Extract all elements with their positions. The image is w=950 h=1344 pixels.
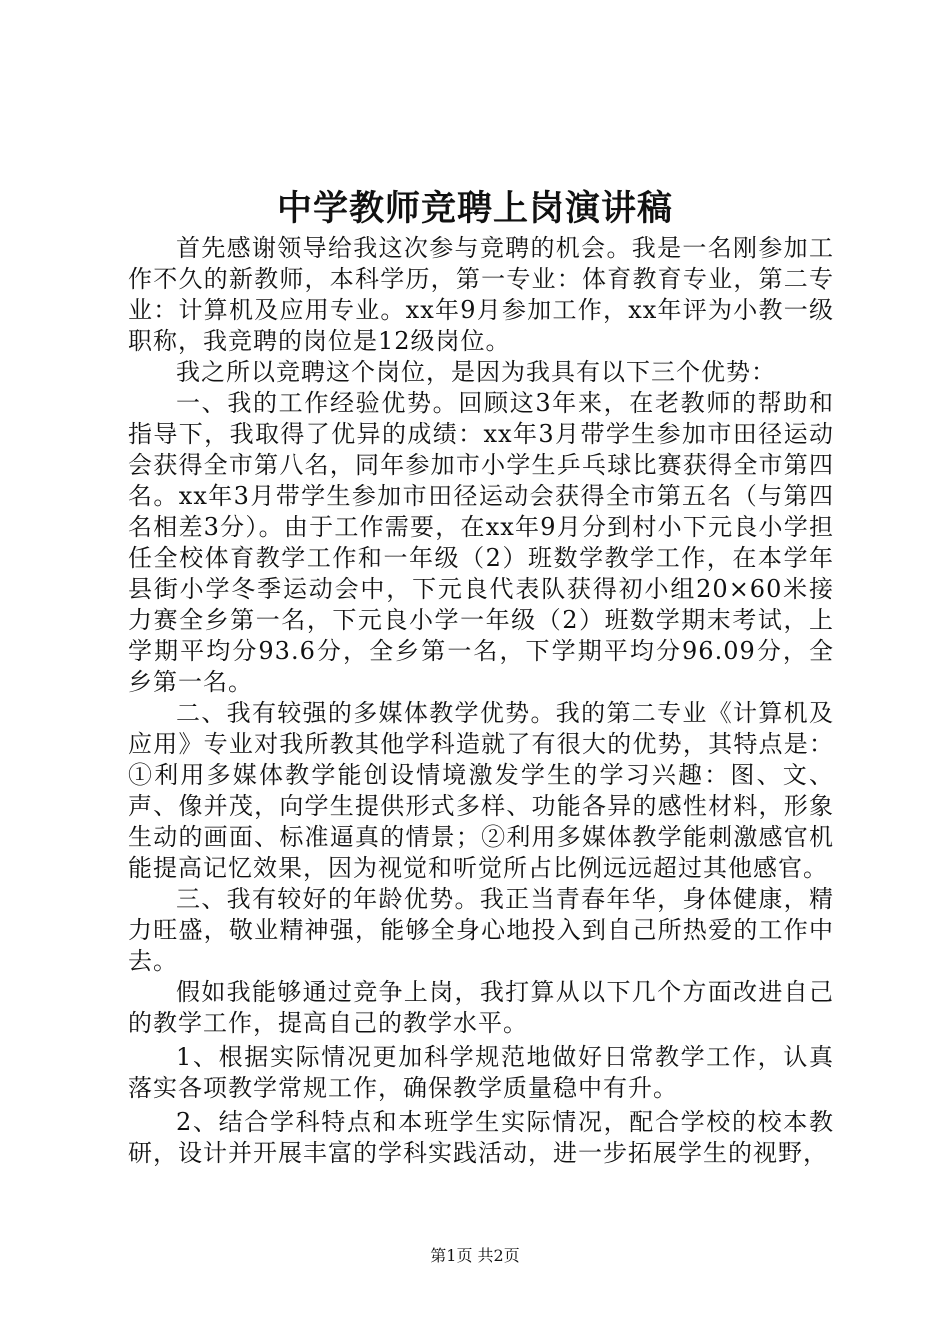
document-title: 中学教师竞聘上岗演讲稿 xyxy=(276,188,673,229)
paragraph-advantages-lead: 我之所以竞聘这个岗位，是因为我具有以下三个优势： xyxy=(176,358,776,386)
paragraph-plan-lead: 假如我能够通过竞争上岗，我打算从以下几个方面改进自己的教学工作，提高自己的教学水平。 xyxy=(128,978,834,1037)
paragraph-plan-item-2: 2、结合学科特点和本班学生实际情况，配合学校的校本教研，设计并开展丰富的学科实践活动，进一步拓展学生的视野， xyxy=(128,1108,834,1167)
document-body xyxy=(128,233,834,1169)
paragraph-plan-item-1: 1、根据实际情况更加科学规范地做好日常教学工作，认真落实各项教学常规工作，确保教学质量稳中有升。 xyxy=(128,1043,834,1102)
paragraph-advantage-multimedia: 二、我有较强的多媒体教学优势。我的第二专业《计算机及应用》专业对我所教其他学科造就了有很大的优势，其特点是：①利用多媒体教学能创设情境激发学生的学习兴趣：图、文、声、像并茂，向学生提供形式多样、功能各异的感性材料，形象生动的画面、标准逼真的情景；②利用多媒体教学能刺激感官机能提高记忆效果，因为视觉和听觉所占比例远远超过其他感官。 xyxy=(128,699,834,882)
paragraph-advantage-experience: 一、我的工作经验优势。回顾这3年来，在老教师的帮助和指导下，我取得了优异的成绩：xx年3月带学生参加市田径运动会获得全市第八名，同年参加市小学生乒乓球比赛获得全市第四名。xx年3月带学生参加市田径运动会获得全市第五名（与第四名相差3分）。由于工作需要，在xx年9月分到村小下元良小学担任全校体育教学工作和一年级（2）班数学教学工作，在本学年县街小学冬季运动会中，下元良代表队获得初小组20×60米接力赛全乡第一名，下元良小学一年级（2）班数学期末考试，上学期平均分93.6分，全乡第一名，下学期平均分96.09分，全乡第一名。 xyxy=(128,389,834,696)
page-footer: 第1页 共2页 xyxy=(430,1246,520,1265)
paragraph-intro: 首先感谢领导给我这次参与竞聘的机会。我是一名刚参加工作不久的新教师，本科学历，第一专业：体育教育专业，第二专业：计算机及应用专业。xx年9月参加工作，xx年评为小教一级职称，我竞聘的岗位是12级岗位。 xyxy=(128,234,834,355)
paragraph-advantage-age: 三、我有较好的年龄优势。我正当青春年华，身体健康，精力旺盛，敬业精神强，能够全身心地投入到自己所热爱的工作中去。 xyxy=(128,885,834,975)
